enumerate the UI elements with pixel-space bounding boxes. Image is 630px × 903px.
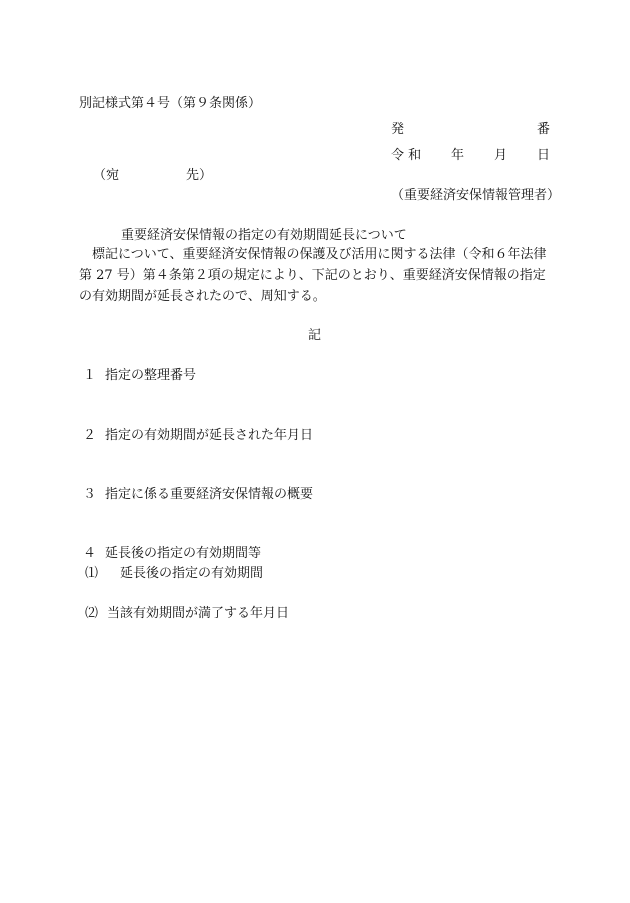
document-number-line [391,122,550,138]
form-label: 別記様式第４号（第９条関係） [79,96,262,111]
item-2 [83,428,313,444]
date-reiwa: 令 和 [391,148,422,163]
item-number: １ [83,368,97,383]
item-text: 指定の有効期間が延長された年月日 [105,428,314,443]
item-text: 指定の整理番号 [105,368,197,383]
subitem-number: ⑵ [85,606,99,621]
item-3 [83,487,313,503]
issuer-name: （重要経済安保情報管理者） [391,188,561,203]
item-number: ４ [83,546,97,561]
date-month: 月 [494,148,508,163]
ki-heading: 記 [308,328,322,343]
body-paragraph: 標記について、重要経済安保情報の保護及び活用に関する法律（令和６年法律第 27 号）第４条第２項の規定により、下記のとおり、重要経済安保情報の指定の有効期間が延長されたので、周知する。 [79,247,547,304]
item-4 [83,546,261,562]
item-text: 指定に係る重要経済安保情報の概要 [105,487,314,502]
date-year: 年 [451,148,465,163]
item-text: 延長後の指定の有効期間等 [105,546,262,561]
subitem-text: 延長後の指定の有効期間 [120,566,264,581]
subitem-text: 当該有効期間が満了する年月日 [107,606,290,621]
item-number: ３ [83,487,97,502]
date-day: 日 [537,148,551,163]
subitem-1 [85,566,263,582]
subitem-2 [85,606,289,622]
addressee-close: 先） [186,168,213,183]
addressee-open: （宛 [93,168,120,183]
item-number: ２ [83,428,97,443]
number-label-left: 発 [391,122,405,137]
document-title: 重要経済安保情報の指定の有効期間延長について [121,228,407,243]
subitem-number: ⑴ [85,566,99,581]
item-1 [83,368,196,384]
number-label-right: 番 [536,122,550,137]
